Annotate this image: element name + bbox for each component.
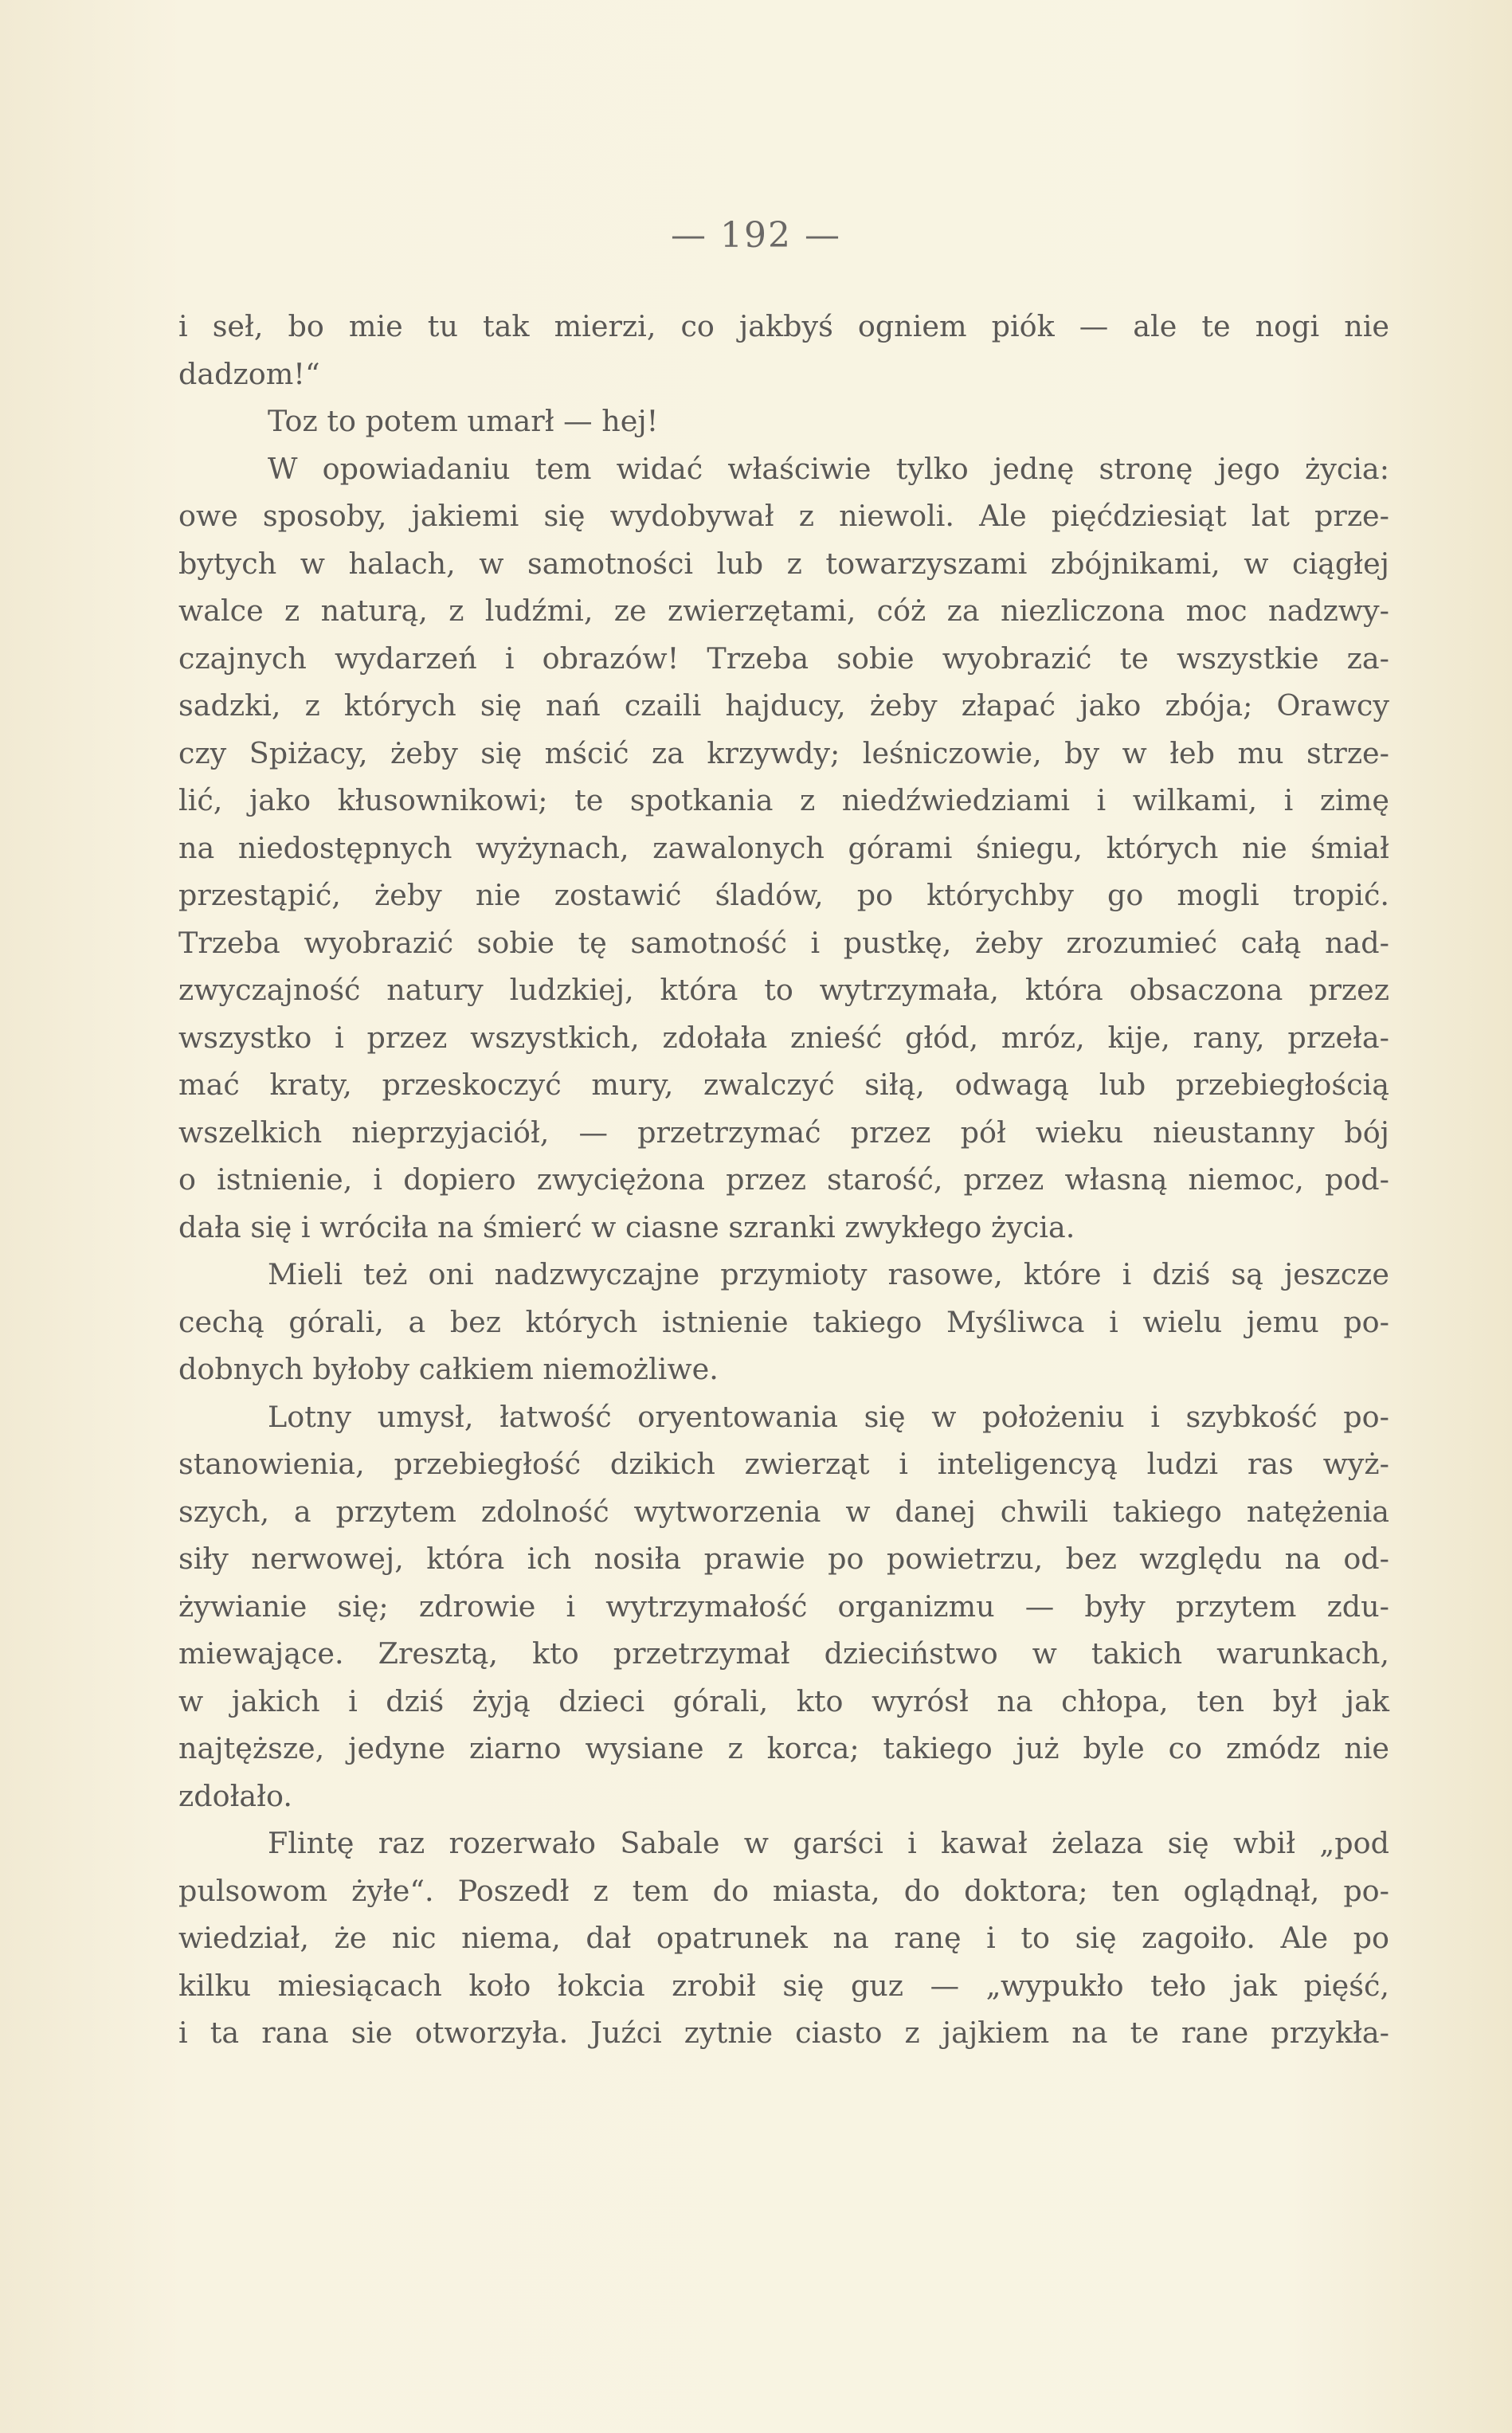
text-line: czajnych wydarzeń i obrazów! Trzeba sobie wyobrazić te wszystkie za- — [178, 641, 1389, 676]
body-text — [178, 303, 1389, 2057]
text-line: o istnienie, i dopiero zwyciężona przez starość, przez własną niemoc, pod- — [178, 1162, 1389, 1197]
text-line: dała się i wróciła na śmierć w ciasne szranki zwykłego życia. — [178, 1209, 1075, 1244]
text-line: Toz to potem umarł — hej! — [268, 404, 659, 438]
text-line: cechą górali, a bez których istnienie takiego Myśliwca i wielu jemu po- — [178, 1304, 1389, 1339]
text-line: w jakich i dziś żyją dzieci górali, kto wyrósł na chłopa, ten był jak — [178, 1683, 1389, 1718]
text-line: Trzeba wyobrazić sobie tę samotność i pustkę, żeby zrozumieć całą nad- — [178, 925, 1389, 960]
text-line: stanowienia, przebiegłość dzikich zwierząt i inteligencyą ludzi ras wyż- — [178, 1447, 1389, 1481]
text-line: Lotny umysł, łatwość oryentowania się w położeniu i szybkość po- — [268, 1399, 1389, 1434]
text-line: czy Spiżacy, żeby się mścić za krzywdy; leśniczowie, by w łeb mu strze- — [178, 735, 1389, 770]
text-line: dobnych byłoby całkiem niemożliwe. — [178, 1352, 719, 1386]
text-line: szych, a przytem zdolność wytworzenia w danej chwili takiego natężenia — [178, 1494, 1389, 1529]
text-line: dadzom!“ — [178, 356, 320, 391]
text-line: lić, jako kłusownikowi; te spotkania z niedźwiedziami i wilkami, i zimę — [178, 783, 1389, 817]
text-line: i seł, bo mie tu tak mierzi, co jakbyś ogniem piók — ale te nogi nie — [178, 309, 1389, 343]
text-line: wiedział, że nic niema, dał opatrunek na ranę i to się zagoiło. Ale po — [178, 1921, 1389, 1955]
text-line: owe sposoby, jakiemi się wydobywał z niewoli. Ale pięćdziesiąt lat prze- — [178, 499, 1389, 533]
text-line: sadzki, z których się nań czaili hajducy, żeby złapać jako zbója; Orawcy — [178, 688, 1389, 723]
text-line: walce z naturą, z ludźmi, ze zwierzętami, cóż za niezliczona moc nadzwy- — [178, 594, 1389, 628]
text-line: Flintę raz rozerwało Sabale w garści i kawał żelaza się wbił „pod — [268, 1826, 1389, 1860]
text-line: W opowiadaniu tem widać właściwie tylko jednę stronę jego życia: — [268, 451, 1389, 486]
text-line: zdołało. — [178, 1778, 292, 1813]
text-line: Mieli też oni nadzwyczajne przymioty rasowe, które i dziś są jeszcze — [268, 1257, 1389, 1291]
text-line: przestąpić, żeby nie zostawić śladów, po którychby go mogli tropić. — [178, 878, 1389, 912]
text-line: i ta rana sie otworzyła. Juźci zytnie ciasto z jajkiem na te rane przykła- — [178, 2016, 1389, 2050]
text-line: wszystko i przez wszystkich, zdołała znieść głód, mróz, kije, rany, przeła- — [178, 1020, 1389, 1055]
text-line: miewające. Zresztą, kto przetrzymał dzieciństwo w takich warunkach, — [178, 1636, 1389, 1671]
text-line: bytych w halach, w samotności lub z towarzyszami zbójnikami, w ciągłej — [178, 546, 1389, 581]
text-line: najtęższe, jedyne ziarno wysiane z korca; takiego już byle co zmódz nie — [178, 1731, 1389, 1765]
page-number: — 192 — — [671, 215, 841, 256]
text-line: siły nerwowej, która ich nosiła prawie po powietrzu, bez względu na od- — [178, 1542, 1389, 1576]
text-line: żywianie się; zdrowie i wytrzymałość organizmu — były przytem zdu- — [178, 1589, 1389, 1624]
text-line: zwyczajność natury ludzkiej, która to wytrzymała, która obsaczona przez — [178, 973, 1389, 1007]
text-line: na niedostępnych wyżynach, zawalonych górami śniegu, których nie śmiał — [178, 830, 1389, 865]
text-line: mać kraty, przeskoczyć mury, zwalczyć siłą, odwagą lub przebiegłością — [178, 1068, 1389, 1102]
text-line: pulsowom żyłe“. Poszedł z tem do miasta, do doktora; ten oglądnął, po- — [178, 1873, 1389, 1908]
text-line: kilku miesiącach koło łokcia zrobił się guz — „wypukło teło jak pięść, — [178, 1968, 1389, 2003]
text-line: wszelkich nieprzyjaciół, — przetrzymać przez pół wieku nieustanny bój — [178, 1115, 1389, 1150]
